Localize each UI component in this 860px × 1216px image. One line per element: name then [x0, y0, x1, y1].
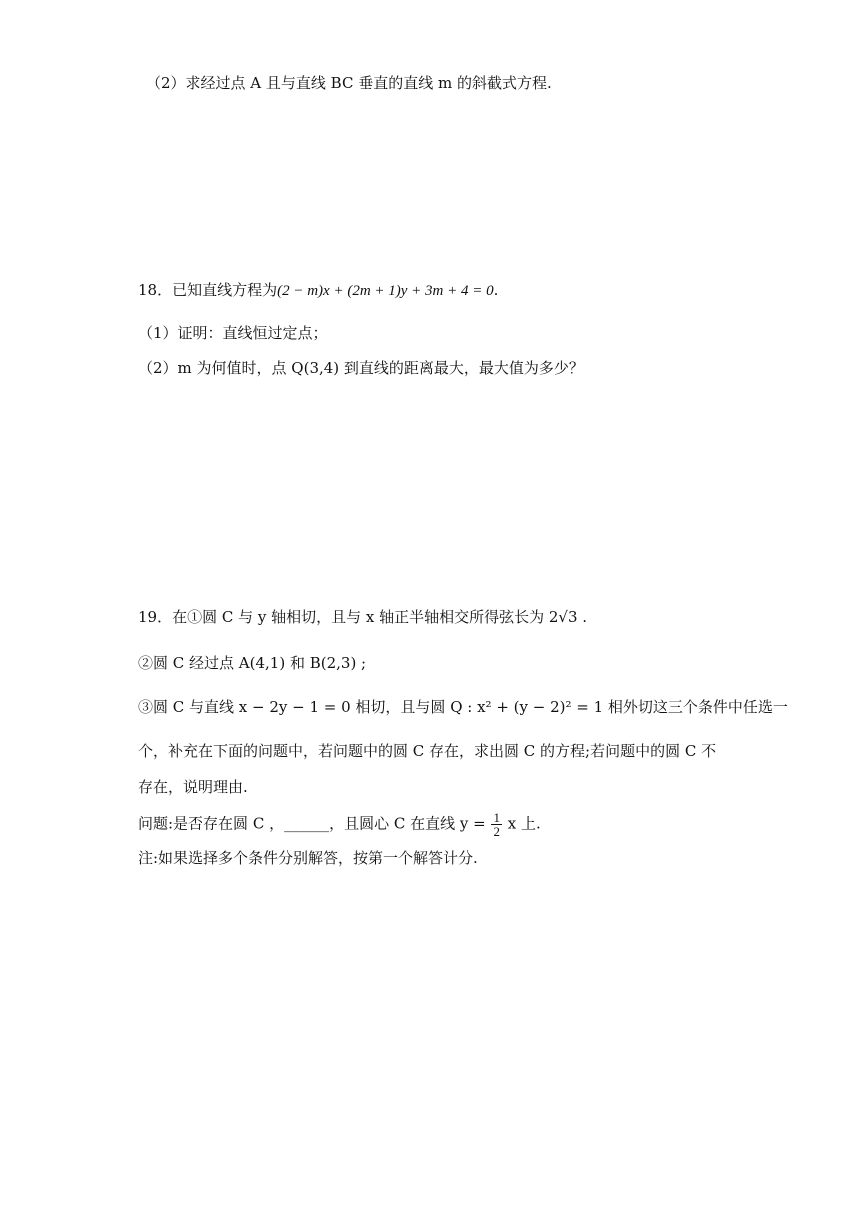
- q19-line4: 个，补充在下面的问题中，若问题中的圆 C 存在，求出圆 C 的方程;若问题中的圆 C 不: [138, 742, 717, 760]
- q19-line1: 19．在①圆 C 与 y 轴相切，且与 x 轴正半轴相交所得弦长为 2√3 .: [138, 608, 588, 626]
- q19-line6-suffix: x 上.: [507, 814, 541, 833]
- q19-line6: [138, 811, 541, 838]
- q19-line6-prefix: 问题:是否存在圆 C ，______，且圆心 C 在直线 y =: [138, 814, 486, 833]
- q19-line2: ②圆 C 经过点 A(4,1) 和 B(2,3) ;: [138, 654, 367, 672]
- q18-part2: （2）m 为何值时，点 Q(3,4) 到直线的距离最大，最大值为多少？: [138, 359, 584, 377]
- q18-equation: (2 − m)x + (2m + 1)y + 3m + 4 = 0: [277, 283, 494, 299]
- q19-line3: ③圆 C 与直线 x − 2y − 1 = 0 相切，且与圆 Q : x² + (y − 2)² = 1 相外切这三个条件中任选一: [138, 698, 788, 716]
- q18-part1: （1）证明：直线恒过定点；: [138, 324, 328, 342]
- q18-stem: [138, 279, 498, 302]
- fraction-one-half: [491, 811, 502, 838]
- fraction-numerator: 1: [493, 810, 500, 825]
- q19-line5: 存在，说明理由.: [138, 778, 248, 796]
- q19-note: 注:如果选择多个条件分别解答，按第一个解答计分.: [138, 849, 478, 867]
- q17-part2: （2）求经过点 A 且与直线 BC 垂直的直线 m 的斜截式方程.: [146, 74, 552, 92]
- fraction-denominator: 2: [493, 824, 500, 839]
- q18-stem-prefix: 18．已知直线方程为: [138, 281, 278, 299]
- q18-stem-suffix: .: [493, 281, 499, 299]
